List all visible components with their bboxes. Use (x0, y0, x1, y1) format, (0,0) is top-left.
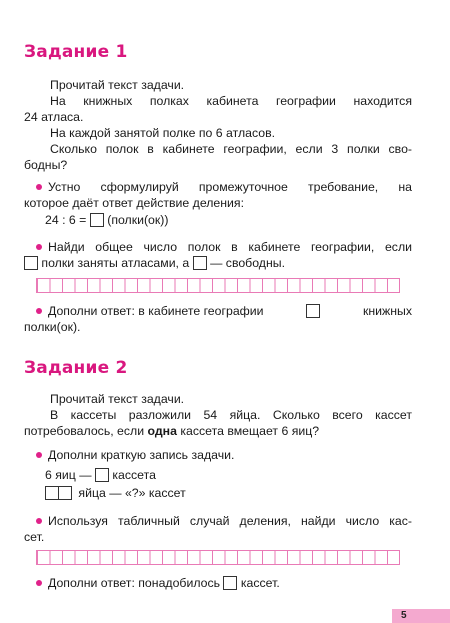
bullet-dot-icon (36, 308, 42, 314)
task-1-text-line: На каждой занятой полке по 6 атласов. (50, 126, 276, 140)
bullet-text: кассет. (240, 576, 280, 590)
short-record-row-2 (45, 486, 186, 501)
task-2-title: Задание 2 (24, 358, 128, 378)
task-1-bullet-3 (36, 304, 412, 319)
task-2-text-line: В кассеты разложили 54 яйца. Сколько всего кассет (50, 408, 412, 422)
task-1-text-line: Сколько полок в кабинете географии, если 3 полки сво- (50, 142, 412, 156)
bullet-dot-icon (36, 452, 42, 458)
bullet-text: Дополни ответ: понадобилось (48, 576, 221, 590)
expression-unit: (полки(ок)) (107, 213, 169, 227)
bullet-dot-icon (36, 244, 42, 250)
answer-box[interactable] (193, 256, 207, 270)
bullet-text: Используя табличный случай деления, найди число кас- (48, 514, 412, 528)
task-2-bullet-2-cont: сет. (24, 530, 45, 544)
bullet-dot-icon (36, 580, 42, 586)
bullet-dot-icon (36, 518, 42, 524)
text: кассета вмещает 6 яиц? (180, 424, 320, 438)
emphasis-text: одна (147, 424, 177, 438)
bullet-text: Устно сформулируй промежуточное требование, на (48, 180, 412, 194)
task-1-bullet-3-cont: полки(ок). (24, 320, 81, 334)
task-1-read-instruction: Прочитай текст задачи. (50, 78, 185, 92)
two-digit-answer-boxes[interactable] (45, 486, 71, 500)
answer-grid-strip[interactable] (36, 550, 400, 565)
answer-box[interactable] (306, 304, 320, 318)
task-2-bullet-2 (36, 514, 412, 529)
answer-box[interactable] (90, 213, 104, 227)
bullet-text: Дополни краткую запись задачи. (48, 448, 235, 462)
answer-box[interactable] (95, 468, 109, 482)
text: потребовалось, если (24, 424, 145, 438)
task-2-text-line (24, 424, 319, 439)
bullet-dot-icon (36, 184, 42, 190)
task-1-bullet-1 (36, 180, 412, 195)
bullet-text: Найди общее число полок в кабинете географии, если (48, 240, 412, 254)
bullet-text: книжных (362, 304, 412, 318)
task-1-text-line: На книжных полках кабинета географии находится (50, 94, 412, 108)
division-expression (45, 213, 168, 228)
task-1-title: Задание 1 (24, 42, 128, 62)
task-1-bullet-2 (36, 240, 412, 255)
expression-text: 24 : 6 = (45, 213, 87, 227)
task-2-bullet-1 (36, 448, 234, 463)
task-1-text-line: 24 атласа. (24, 110, 84, 124)
record-text: кассета (112, 468, 156, 482)
task-1-bullet-1-cont: которое даёт ответ действие деления: (24, 196, 245, 210)
task-2-read-instruction: Прочитай текст задачи. (50, 392, 185, 406)
answer-box[interactable] (24, 256, 38, 270)
record-text: 6 яиц — (45, 468, 92, 482)
bullet-text: — свободны. (210, 256, 286, 270)
answer-grid-strip[interactable] (36, 278, 400, 293)
task-1-bullet-2-cont (24, 256, 285, 271)
answer-box[interactable] (223, 576, 237, 590)
record-text: яйца — «?» кассет (78, 486, 186, 500)
short-record-row-1 (45, 468, 156, 483)
task-2-bullet-3 (36, 576, 280, 591)
task-1-text-line: бодны? (24, 158, 68, 172)
page-number: 5 (401, 610, 407, 621)
bullet-text: Дополни ответ: в кабинете географии (48, 304, 264, 318)
bullet-text: полки заняты атласами, а (41, 256, 190, 270)
